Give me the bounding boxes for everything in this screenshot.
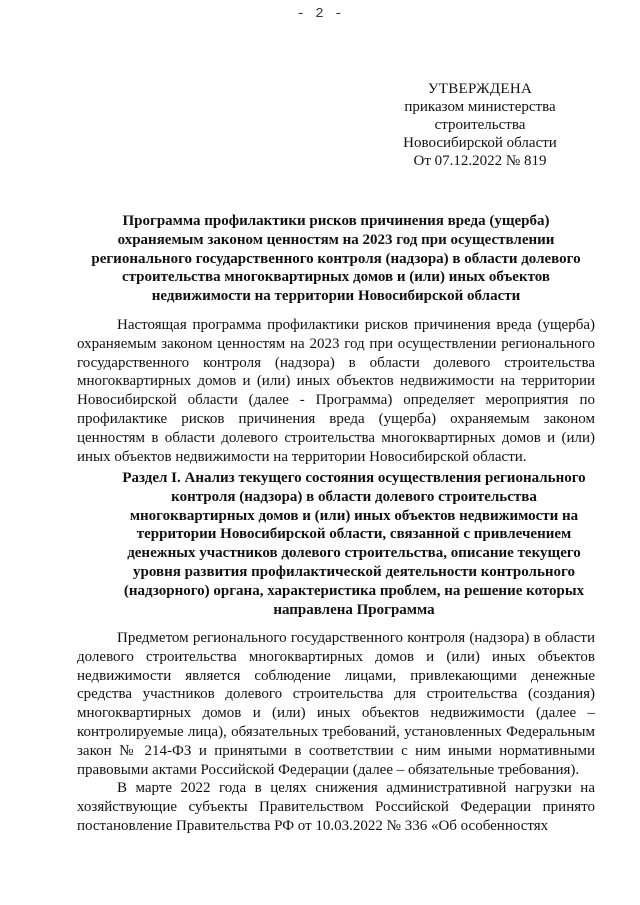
program-title: Программа профилактики рисков причинения вреда (ущерба) охраняемым законом ценностям на 2023 год при осуществлении регионального государственного контроля (надзора) в области долевого строительства многоквартирных домов и (или) иных объектов недвижимости на территории Новосибирской области [91, 213, 581, 305]
page-number: - 2 - [296, 6, 344, 22]
approval-stamp [380, 80, 580, 170]
body-paragraph: Предметом регионального государственного контроля (надзора) в области долевого строительства многоквартирных домов и (или) иных объектов недвижимости является соблюдение лицами, привлекающими денежные средства участников долевого строительства для строительства (создания) многоквартирных домов и (или) иных объектов недвижимости (далее – контролируемые лица), обязательных требований, установленных Федеральным закон № 214-ФЗ и принятыми в соответствии с ним иными нормативными правовыми актами Российской Федерации (далее – обязательные требования). [77, 630, 595, 778]
intro-paragraph: Настоящая программа профилактики рисков причинения вреда (ущерба) охраняемым законом ценностям на 2023 год при осуществлении регионального государственного контроля (надзора) в области долевого строительства многоквартирных домов и (или) иных объектов недвижимости на территории Новосибирской области (далее - Программа) определяет мероприятия по профилактике рисков причинения вреда (ущерба) охраняемым законом ценностям в области долевого строительства многоквартирных домов и (или) иных объектов недвижимости на территории Новосибирской области. [77, 317, 595, 465]
body-paragraph: В марте 2022 года в целях снижения административной нагрузки на хозяйствующие субъекты Правительством Российской Федерации принято постановление Правительства РФ от 10.03.2022 № 336 «Об особенностях [77, 780, 595, 834]
main-text-block [77, 629, 595, 836]
approval-heading: УТВЕРЖДЕНА [427, 81, 533, 97]
approval-line: От 07.12.2022 № 819 [413, 153, 547, 169]
approval-line: строительства [434, 117, 526, 133]
section-title: Раздел I. Анализ текущего состояния осуществления регионального контроля (надзора) в области долевого строительства многоквартирных домов и (или) иных объектов недвижимости на территории Новосибирской области, связанной с привлечением денежных участников долевого строительства, описание текущего уровня развития профилактической деятельности контрольного (надзорного) органа, характеристика проблем, на решение которых направлена Программа [122, 470, 586, 618]
approval-line: Новосибирской области [403, 135, 557, 151]
intro-block [77, 316, 595, 466]
approval-line: приказом министерства [404, 99, 556, 115]
